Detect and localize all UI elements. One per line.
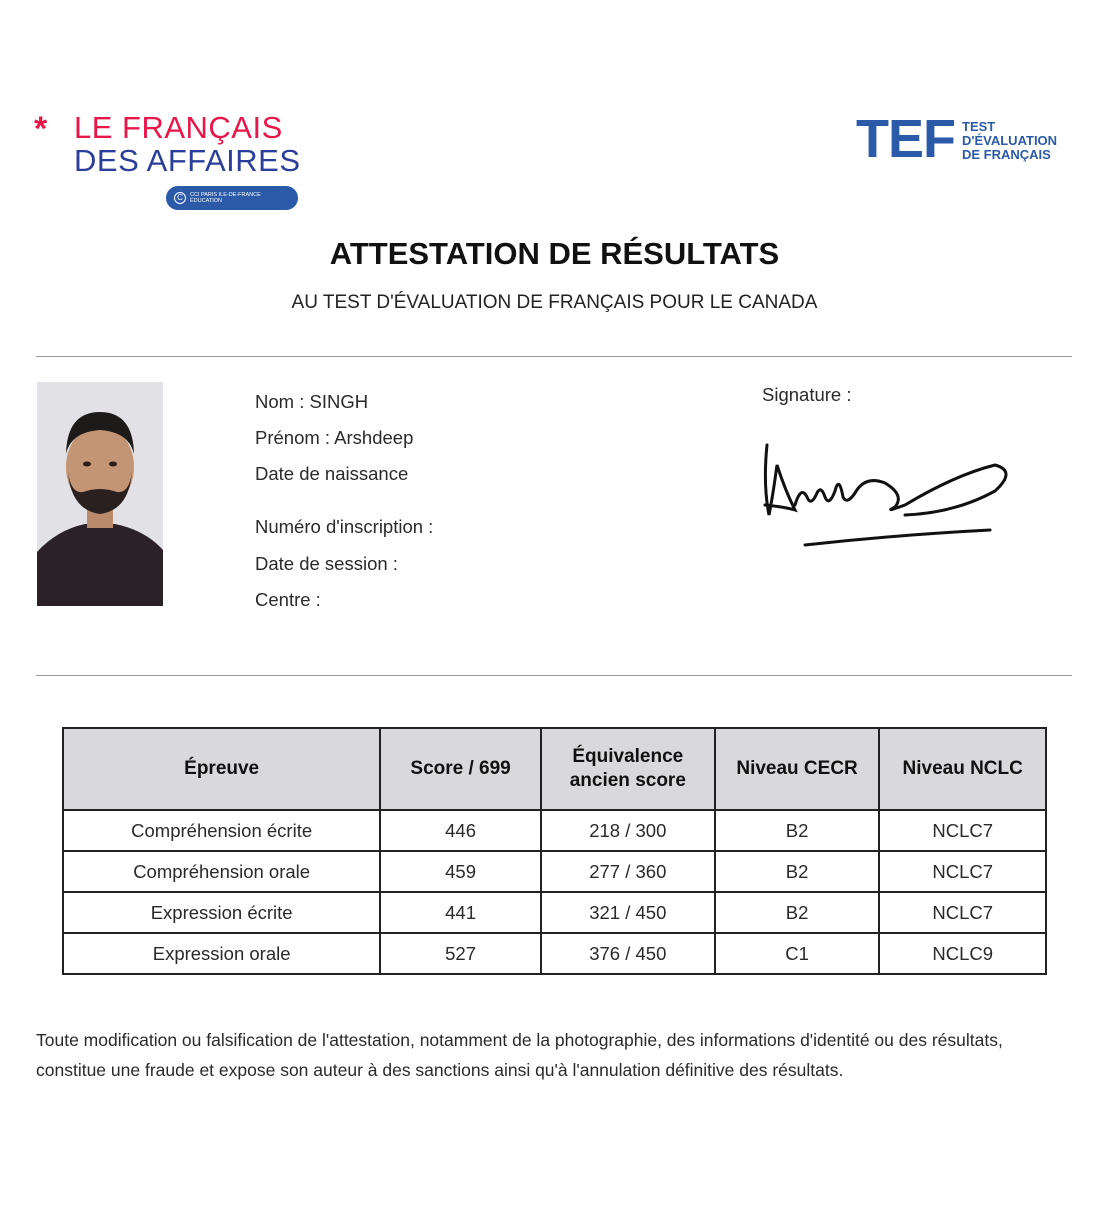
cell-cecr: B2 <box>715 851 880 892</box>
table-row <box>63 933 1046 974</box>
cell-nclc: NCLC7 <box>879 851 1046 892</box>
table-row <box>63 851 1046 892</box>
signature-label: Signature : <box>762 384 852 405</box>
field-prenom: Prénom : Arshdeep <box>255 427 414 448</box>
field-numero-inscription: Numéro d'inscription : <box>255 516 434 537</box>
cell-equivalence: 277 / 360 <box>541 851 715 892</box>
cell-epreuve: Compréhension écrite <box>63 810 380 851</box>
field-date-session: Date de session : <box>255 553 398 574</box>
header-niveau-nclc: Niveau NCLC <box>879 728 1046 810</box>
handwritten-signature <box>755 435 1015 555</box>
logo-lfa-line1: LE FRANÇAIS <box>74 110 283 145</box>
cell-epreuve: Compréhension orale <box>63 851 380 892</box>
cell-score: 441 <box>380 892 541 933</box>
logo-tef: TEF <box>856 109 955 169</box>
cell-score: 527 <box>380 933 541 974</box>
table-row <box>63 892 1046 933</box>
cell-nclc: NCLC7 <box>879 810 1046 851</box>
portrait-image <box>37 382 163 606</box>
field-date-naissance: Date de naissance <box>255 463 409 484</box>
cell-epreuve: Expression écrite <box>63 892 380 933</box>
divider-bottom <box>36 675 1072 676</box>
field-centre: Centre : <box>255 589 321 610</box>
cell-equivalence: 376 / 450 <box>541 933 715 974</box>
cell-cecr: B2 <box>715 892 880 933</box>
cell-nclc: NCLC9 <box>879 933 1046 974</box>
header-niveau-cecr: Niveau CECR <box>715 728 880 810</box>
cell-nclc: NCLC7 <box>879 892 1046 933</box>
cell-cecr: B2 <box>715 810 880 851</box>
table-header-row <box>63 728 1046 810</box>
cell-equivalence: 321 / 450 <box>541 892 715 933</box>
header-equivalence <box>541 728 715 810</box>
header-score: Score / 699 <box>380 728 541 810</box>
logo-lfa-line2: DES AFFAIRES <box>74 143 301 178</box>
results-table <box>62 727 1047 975</box>
document-subtitle: AU TEST D'ÉVALUATION DE FRANÇAIS POUR LE CANADA <box>291 292 818 313</box>
tef-small-line3: DE FRANÇAIS <box>962 147 1051 162</box>
fraud-notice: Toute modification ou falsification de l'attestation, notamment de la photographie, des informations d'identité ou des résultats, constitue une fraude et expose son auteur à des sanctions ainsi qu'à l'annulation définitive des résultats. <box>36 1030 1003 1080</box>
logo-tef-subtitle <box>962 120 1057 162</box>
logo-star-icon: * <box>34 110 48 148</box>
divider-top <box>36 356 1072 357</box>
tef-small-line2: D'ÉVALUATION <box>962 133 1058 148</box>
cell-cecr: C1 <box>715 933 880 974</box>
table-row <box>63 810 1046 851</box>
document-title: ATTESTATION DE RÉSULTATS <box>329 236 780 271</box>
logo-cci-badge <box>166 186 298 210</box>
cell-equivalence: 218 / 300 <box>541 810 715 851</box>
cell-epreuve: Expression orale <box>63 933 380 974</box>
tef-small-line1: TEST <box>962 119 996 134</box>
field-nom: Nom : SINGH <box>255 391 369 412</box>
cci-badge-text: CCI PARIS ILE-DE-FRANCE ÉDUCATION <box>190 192 261 204</box>
header-equivalence-text: Équivalence ancien score <box>569 746 686 791</box>
cell-score: 459 <box>380 851 541 892</box>
header-epreuve: Épreuve <box>63 728 380 810</box>
candidate-photo <box>37 382 163 606</box>
cci-c-icon: C <box>174 192 186 204</box>
cell-score: 446 <box>380 810 541 851</box>
